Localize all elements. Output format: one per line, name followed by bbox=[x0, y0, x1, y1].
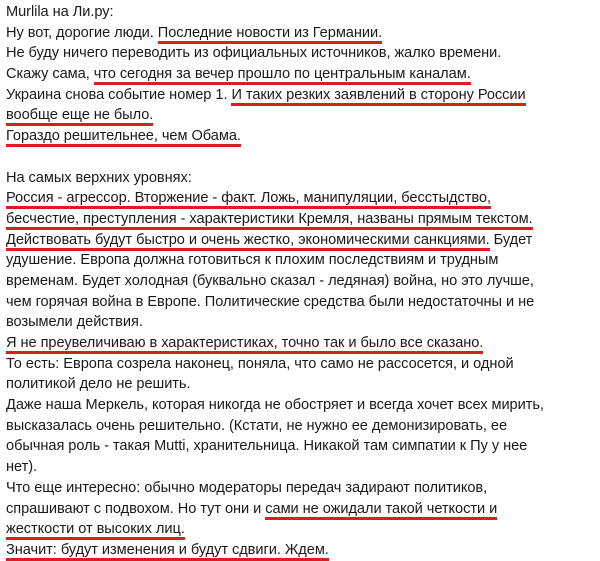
text-line bbox=[6, 105, 594, 126]
text-line bbox=[6, 271, 594, 292]
underlined-segment: Значит: будут изменения и будут сдвиги. Ждем. bbox=[6, 542, 329, 561]
text-line bbox=[6, 209, 594, 230]
text-segment: Ну вот, дорогие люди. bbox=[6, 24, 158, 41]
text-line bbox=[6, 312, 594, 333]
post-content bbox=[6, 23, 594, 561]
text-line bbox=[6, 354, 594, 375]
text-line bbox=[6, 457, 594, 478]
author-label: Murlila на Ли.ру: bbox=[6, 4, 114, 20]
text-segment: То есть: Европа созрела наконец, поняла, что само не рассосется, и одной bbox=[6, 355, 514, 372]
text-line bbox=[6, 250, 594, 271]
text-segment: политикой дело не решить. bbox=[6, 376, 191, 393]
text-line bbox=[6, 395, 594, 416]
underlined-segment: бесчестие, преступления - характеристики Кремля, названы прямым текстом. bbox=[6, 211, 533, 230]
text-line bbox=[6, 188, 594, 209]
underlined-segment: Последние новости из Германии. bbox=[158, 25, 382, 44]
text-line bbox=[6, 519, 594, 540]
text-line bbox=[6, 230, 594, 251]
text-segment: высказалась очень решительно. (Кстати, не нужно ее демонизировать, ее bbox=[6, 417, 508, 434]
text-line bbox=[6, 64, 594, 85]
text-segment: Даже наша Меркель, которая никогда не обостряет и всегда хочет всех мирить, bbox=[6, 397, 544, 414]
underlined-segment: Гораздо решительнее, чем Обама. bbox=[6, 128, 241, 147]
post-header bbox=[6, 2, 594, 23]
underlined-segment: вообще еще не было. bbox=[6, 107, 153, 126]
text-line bbox=[6, 416, 594, 437]
underlined-segment: жесткости от высоких лиц. bbox=[6, 521, 185, 540]
text-segment: обычная роль - такая Mutti, хранительница. Никакой там симпатии к Пу у нее bbox=[6, 438, 528, 455]
text-segment: Что еще интересно: обычно модераторы передач задирают политиков, bbox=[6, 479, 488, 496]
underlined-segment: сами не ожидали такой четкости и bbox=[265, 501, 497, 520]
underlined-segment: Действовать будут быстро и очень жестко, экономическими санкциями. bbox=[6, 232, 490, 251]
text-segment: спрашивают с подвохом. Но тут они и bbox=[6, 500, 266, 517]
text-line bbox=[6, 540, 594, 561]
text-line bbox=[6, 85, 594, 106]
text-segment: возымели действия. bbox=[6, 314, 143, 331]
text-line bbox=[6, 43, 594, 64]
text-line bbox=[6, 292, 594, 313]
text-segment: Скажу сама, bbox=[6, 66, 94, 83]
text-segment: чем горячая война в Европе. Политические средства были недостаточны и не bbox=[6, 293, 535, 310]
text-line bbox=[6, 436, 594, 457]
text-segment: Будет bbox=[489, 231, 533, 248]
text-segment: нет). bbox=[6, 459, 38, 476]
text-line bbox=[6, 499, 594, 520]
text-line bbox=[6, 126, 594, 147]
text-segment: временам. Будет холодная (буквально сказал - ледяная) война, но это лучше, bbox=[6, 272, 534, 289]
paragraph bbox=[6, 168, 594, 561]
text-segment: удушение. Европа должна готовиться к плохим последствиям и трудным bbox=[6, 252, 499, 269]
underlined-segment: что сегодня за вечер прошло по центральным каналам. bbox=[94, 66, 471, 85]
underlined-segment: Я не преувеличиваю в характеристиках, точно так и было все сказано. bbox=[6, 335, 483, 354]
paragraph-gap bbox=[6, 147, 594, 168]
underlined-segment: Россия - агрессор. Вторжение - факт. Ложь, манипуляции, бесстыдство, bbox=[6, 190, 491, 209]
paragraph bbox=[6, 23, 594, 147]
underlined-segment: И таких резких заявлений в сторону России bbox=[231, 87, 525, 106]
text-line bbox=[6, 333, 594, 354]
text-segment: На самых верхних уровнях: bbox=[6, 169, 192, 186]
text-line bbox=[6, 168, 594, 189]
text-line bbox=[6, 478, 594, 499]
text-segment: Не буду ничего переводить из официальных источников, жалко времени. bbox=[6, 45, 502, 62]
text-segment: Украина снова событие номер 1. bbox=[6, 86, 232, 103]
text-line bbox=[6, 23, 594, 44]
text-line bbox=[6, 374, 594, 395]
